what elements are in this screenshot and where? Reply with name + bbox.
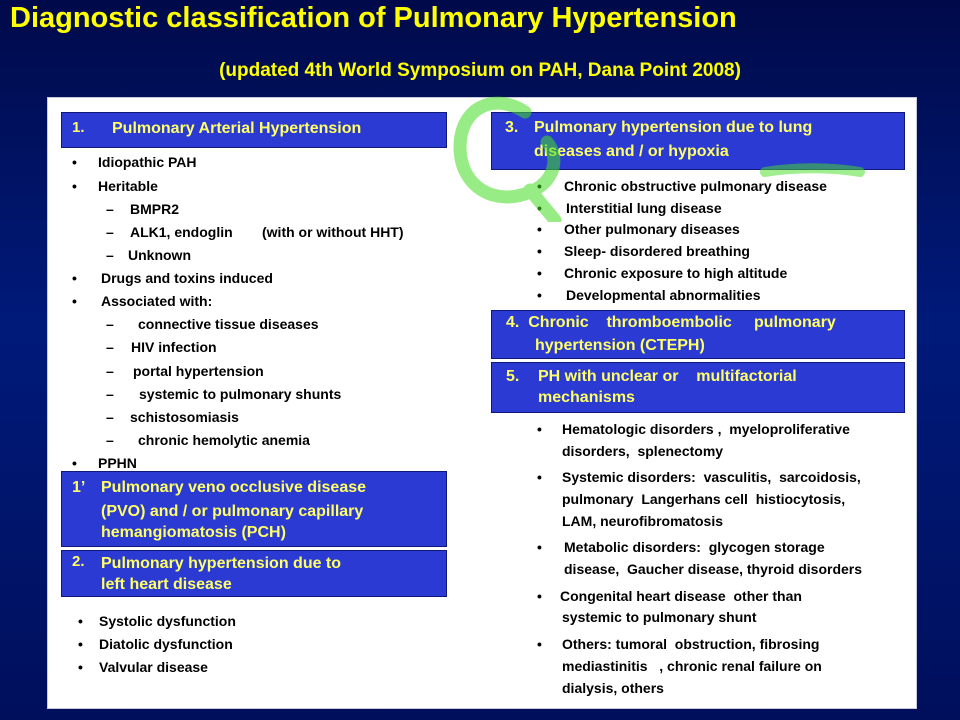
group1-item-bmpr2: BMPR2 (130, 201, 180, 217)
group5-item-congenital-line2: systemic to pulmonary shunt (562, 609, 757, 625)
group5-line1: PH with unclear or multifactorial (538, 368, 797, 385)
group5-item-hemato-line1: Hematologic disorders , myeloproliferative (562, 421, 850, 437)
group1p-number: 1’ (72, 479, 86, 496)
group1-item-hht: (with or without HHT) (262, 224, 404, 240)
group3-header (491, 112, 905, 170)
bullet: • (72, 178, 77, 194)
slide-title: Diagnostic classification of Pulmonary Hypertension (10, 2, 737, 34)
group2-line1: Pulmonary hypertension due to (101, 555, 342, 572)
bullet: • (537, 200, 542, 216)
slide-subtitle: (updated 4th World Symposium on PAH, Dana Point 2008) (219, 60, 741, 81)
group5-item-systemic-line1: Systemic disorders: vasculitis, sarcoidosis, (562, 469, 861, 485)
group1-item-idiopathic: Idiopathic PAH (98, 154, 197, 170)
group1p-header (61, 471, 447, 547)
group3-item-developmental: Developmental abnormalities (566, 287, 761, 303)
group5-item-congenital-line1: Congenital heart disease other than (560, 588, 802, 604)
classification-panel (47, 97, 917, 709)
group1-item-heritable: Heritable (98, 178, 158, 194)
group3-item-copd: Chronic obstructive pulmonary disease (564, 178, 827, 194)
bullet: • (537, 539, 542, 555)
bullet: • (72, 154, 77, 170)
bullet: • (72, 270, 77, 286)
dash: – (106, 432, 114, 448)
group1-item-hemolytic: chronic hemolytic anemia (138, 432, 310, 448)
group1-item-schisto: schistosomiasis (130, 409, 239, 425)
group5-number: 5. (506, 368, 520, 385)
group3-line2: diseases and / or hypoxia (534, 143, 729, 160)
group5-item-others-line1: Others: tumoral obstruction, fibrosing (562, 636, 820, 652)
bullet: • (72, 455, 77, 471)
bullet: • (537, 178, 542, 194)
bullet: • (537, 421, 542, 437)
bullet: • (537, 588, 542, 604)
group1-item-pphn: PPHN (98, 455, 137, 471)
bullet: • (537, 469, 542, 485)
group1-item-portal: portal hypertension (133, 363, 264, 379)
group2-line2: left heart disease (101, 576, 232, 593)
group1-item-hiv: HIV infection (131, 339, 217, 355)
group5-item-others-line3: dialysis, others (562, 680, 664, 696)
group2-header (61, 550, 447, 597)
group2-item-valvular: Valvular disease (99, 659, 208, 675)
group5-item-metabolic-line2: disease, Gaucher disease, thyroid disorders (564, 561, 863, 577)
group2-item-systolic: Systolic dysfunction (99, 613, 236, 629)
group1-item-shunts: systemic to pulmonary shunts (139, 386, 342, 402)
bullet: • (537, 287, 542, 303)
group5-item-systemic-line2: pulmonary Langerhans cell histiocytosis, (562, 491, 846, 507)
group5-line2: mechanisms (538, 389, 635, 406)
group1-heading: Pulmonary Arterial Hypertension (112, 120, 362, 137)
group1-item-unknown: Unknown (128, 247, 191, 263)
bullet: • (537, 243, 542, 259)
dash: – (106, 339, 114, 355)
bullet: • (78, 636, 83, 652)
bullet: • (537, 221, 542, 237)
group4-line1: 4. Chronic thromboembolic pulmonary (506, 314, 836, 331)
group3-item-other: Other pulmonary diseases (564, 221, 740, 237)
bullet: • (78, 613, 83, 629)
dash: – (106, 386, 114, 402)
bullet: • (78, 659, 83, 675)
group2-item-diastolic: Diatolic dysfunction (99, 636, 233, 652)
group5-item-systemic-line3: LAM, neurofibromatosis (562, 513, 724, 529)
group1-item-ctd: connective tissue diseases (138, 316, 319, 332)
group4-header (491, 310, 905, 359)
group1p-line1: Pulmonary veno occlusive disease (101, 479, 367, 496)
group5-item-others-line2: mediastinitis , chronic renal failure on (562, 658, 822, 674)
dash: – (106, 247, 114, 263)
group3-item-altitude: Chronic exposure to high altitude (564, 265, 788, 281)
dash: – (106, 224, 114, 240)
dash: – (106, 316, 114, 332)
group5-item-metabolic-line1: Metabolic disorders: glycogen storage (564, 539, 825, 555)
group1-item-associated: Associated with: (101, 293, 213, 309)
group1-item-drugs: Drugs and toxins induced (101, 270, 273, 286)
bullet: • (537, 265, 542, 281)
group3-line1: Pulmonary hypertension due to lung (534, 119, 813, 136)
group3-item-ild: Interstitial lung disease (566, 200, 722, 216)
dash: – (106, 201, 114, 217)
group2-number: 2. (72, 553, 85, 570)
group1-header (61, 112, 447, 148)
group1-number: 1. (72, 119, 85, 136)
group3-number: 3. (505, 119, 519, 136)
bullet: • (537, 636, 542, 652)
dash: – (106, 409, 114, 425)
bullet: • (72, 293, 77, 309)
dash: – (106, 363, 114, 379)
group5-header (491, 362, 905, 413)
group1p-line3: hemangiomatosis (PCH) (101, 524, 286, 541)
group1p-line2: (PVO) and / or pulmonary capillary (101, 503, 364, 520)
group4-line2: hypertension (CTEPH) (535, 337, 705, 354)
group1-item-alk1: ALK1, endoglin (130, 224, 233, 240)
group3-item-sleep: Sleep- disordered breathing (564, 243, 750, 259)
group5-item-hemato-line2: disorders, splenectomy (562, 443, 724, 459)
